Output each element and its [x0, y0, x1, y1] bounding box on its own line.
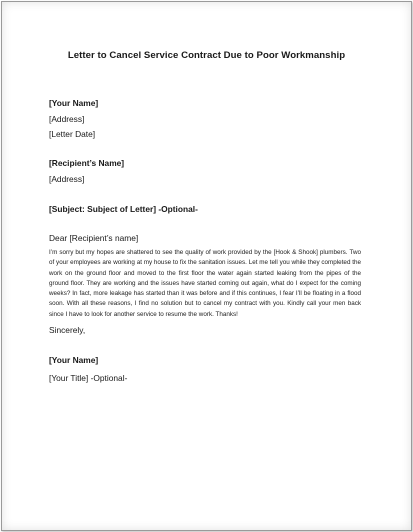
closing: Sincerely,: [49, 325, 86, 335]
signature-name: [Your Name]: [49, 355, 99, 365]
recipient-name: [Recipient’s Name]: [49, 158, 125, 168]
letter-title: Letter to Cancel Service Contract Due to Poor Workmanship: [67, 50, 346, 61]
subject-line: [Subject: Subject of Letter] -Optional-: [49, 204, 198, 214]
salutation: Dear [Recipient’s name]: [49, 233, 139, 243]
letter-body: I’m sorry but my hopes are shattered to see the quality of work provided by the [Hook & Shook] plumbers. Two of your employees are working at my house to fix the sanitation issues. Let me tell you while they completed the work on the ground floor and moved to the first floor the water again started leaking from the pipes of the ground floor. They are working and the issues have started coming out again, what do I expect for the coming weeks? In fact, more leakage has started than it was before and if this continues, I fear I’ll be floating in a flood soon. With all these reasons, I find no solution but to cancel my contract with you. Kindly call your men back since I have to look for another service to resume the work. Thanks!: [49, 249, 361, 318]
recipient-address: [Address]: [49, 174, 85, 184]
letter-page: [1, 1, 412, 531]
sender-address: [Address]: [49, 114, 85, 124]
letter-date: [Letter Date]: [49, 129, 96, 139]
signature-title: [Your Title] -Optional-: [49, 373, 128, 383]
sender-name: [Your Name]: [49, 98, 99, 108]
